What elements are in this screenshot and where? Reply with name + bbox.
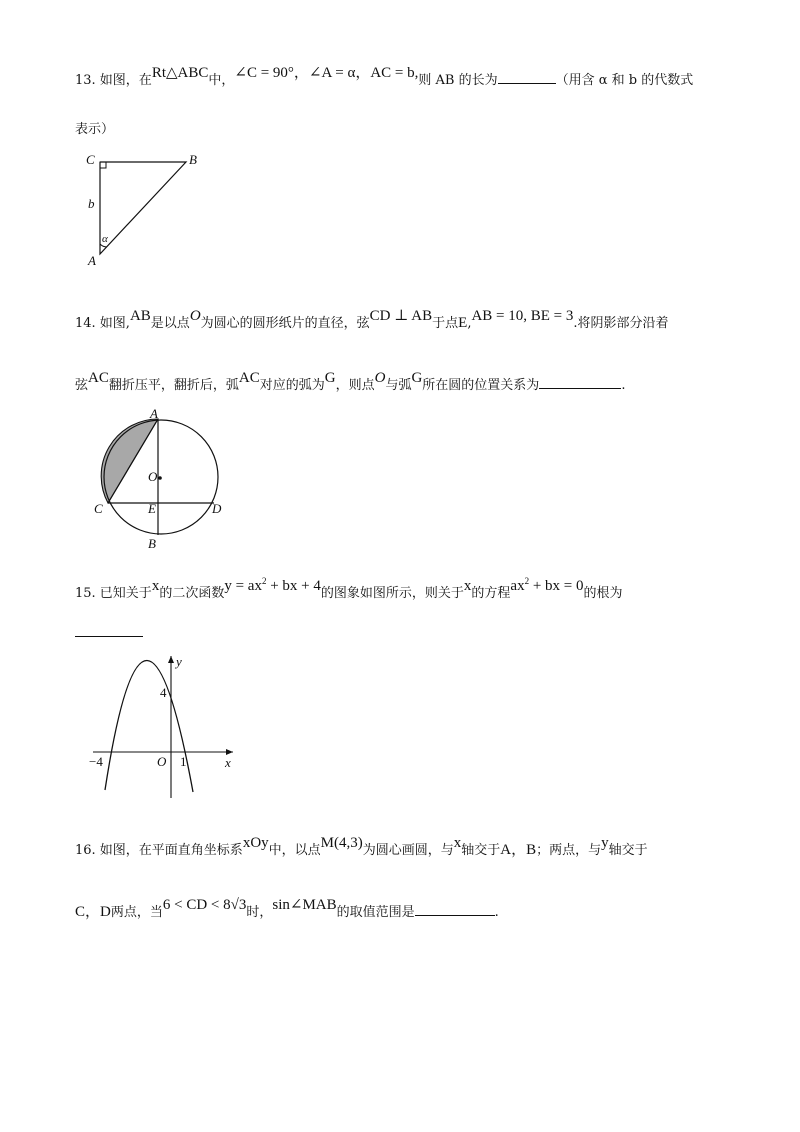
q14-text: ，则点 [335, 378, 375, 393]
q15-answer-blank[interactable] [75, 624, 143, 637]
q15-text: 的根为 [583, 586, 623, 601]
right-angle-mark [100, 162, 106, 168]
q14-math: AC [238, 370, 260, 386]
q16-math: C，D [75, 904, 111, 920]
q14-math: AB [129, 308, 151, 324]
label-alpha: α [102, 233, 108, 245]
q14-text: 为圆心的圆形纸片的直径，弦 [200, 316, 370, 331]
q16-text: ；两点，与 [536, 843, 602, 858]
label-d: D [212, 501, 222, 516]
q15-line2 [75, 624, 143, 641]
q14-text: 与弧 [385, 378, 412, 393]
q13-text: 表示） [75, 122, 115, 137]
q16-text: 中，以点 [268, 843, 321, 858]
q13-math-triangle: Rt△ABC [151, 65, 209, 81]
q16-answer-blank[interactable] [415, 903, 495, 916]
q13-text: （用含 α 和 b 的代数式 [555, 73, 694, 88]
q14-number: 14. 如图, [75, 316, 130, 331]
label-origin: O [157, 754, 167, 769]
label-a: A [150, 406, 158, 421]
label-b-vertex: B [189, 152, 197, 167]
q16-math: y [601, 835, 609, 851]
q15-math: + bx + 4 [266, 578, 321, 594]
q16-number: 16. 如图，在平面直角坐标系 [75, 843, 243, 858]
q14-text: . [621, 378, 626, 393]
label-c: C [86, 152, 95, 167]
shaded-segment [101, 419, 158, 503]
center-dot [158, 476, 162, 480]
q14-answer-blank[interactable] [539, 376, 621, 389]
q16-math: sin∠MAB [272, 897, 337, 913]
q14-text: , [467, 316, 472, 331]
q14-math: AC [88, 370, 109, 386]
q16-text: 两点，当 [110, 905, 163, 920]
q15-text: 的二次函数 [159, 586, 225, 601]
q14-text: 于点 [432, 316, 459, 331]
q14-math: O [189, 308, 201, 324]
q14-math: G [411, 370, 423, 386]
q16-math: x [453, 835, 462, 851]
q15-parabola-figure [85, 650, 245, 800]
label-e: E [148, 501, 156, 516]
y-axis-arrow [168, 656, 174, 663]
parabola-curve [105, 660, 193, 792]
q15-math: ax [510, 578, 525, 594]
q14-math: E [458, 315, 468, 331]
q15-math: x [463, 578, 472, 594]
q16-text: 轴交于 [461, 843, 501, 858]
q14-math: AB = 10, BE = 3 [471, 308, 574, 324]
q14-math: CD ⊥ AB [369, 308, 433, 324]
label-o: O [148, 469, 158, 484]
q14-text: 对应的弧为 [259, 378, 325, 393]
q15-line1 [75, 576, 623, 602]
label-x: x [225, 755, 231, 770]
q15-text: 的方程 [471, 586, 511, 601]
q14-text: 翻折压平，翻折后，弧 [108, 378, 239, 393]
label-neg4: −4 [89, 754, 103, 769]
q16-text: 轴交于 [608, 843, 648, 858]
q16-math: 6 < CD < 8√3 [162, 897, 247, 913]
q13-number: 13. 如图，在 [75, 73, 152, 88]
q14-text: 所在圆的位置关系为 [422, 378, 540, 393]
q14-text: .将阴影部分沿着 [573, 316, 669, 331]
q15-math: 2 [524, 576, 530, 586]
q16-math: M(4,3) [320, 835, 363, 851]
q16-math: xOy [242, 835, 269, 851]
q13-answer-blank[interactable] [498, 71, 556, 84]
q15-number: 15. 已知关于 [75, 586, 152, 601]
q14-circle-figure [88, 405, 238, 555]
label-side-b: b [88, 196, 95, 211]
q15-math: y = ax [224, 578, 262, 594]
label-b: B [148, 536, 156, 551]
q14-line1 [75, 308, 669, 332]
q15-text: 的图象如图所示，则关于 [320, 586, 464, 601]
q16-text: 时， [246, 905, 273, 920]
q16-text: 为圆心画圆，与 [362, 843, 454, 858]
label-y: y [176, 654, 182, 669]
q16-text: 的取值范围是 [336, 905, 415, 920]
q14-math: O [374, 370, 386, 386]
q14-text: 弦 [75, 378, 89, 393]
q16-line1 [75, 835, 648, 859]
q13-triangle-figure [80, 150, 210, 268]
q13-math-conditions: ∠C = 90°，∠A = α，AC = b, [234, 65, 419, 81]
q16-text: . [494, 905, 499, 920]
q14-math: G [324, 370, 336, 386]
label-one: 1 [180, 754, 187, 769]
q13-text: 中， [208, 73, 235, 88]
q13-line2 [75, 118, 114, 137]
label-a: A [88, 253, 96, 268]
label-c: C [94, 501, 103, 516]
q15-math: x [151, 578, 160, 594]
q15-math: 2 [261, 576, 267, 586]
q14-text: 是以点 [150, 316, 190, 331]
q15-math: + bx = 0 [529, 578, 584, 594]
q13-line1 [75, 65, 694, 89]
q13-text: 则 AB 的长为 [418, 73, 498, 88]
q16-line2 [75, 897, 499, 921]
triangle-abc [100, 162, 186, 254]
q14-line2 [75, 370, 626, 394]
q16-math: A，B [500, 842, 537, 858]
label-four: 4 [160, 685, 167, 700]
